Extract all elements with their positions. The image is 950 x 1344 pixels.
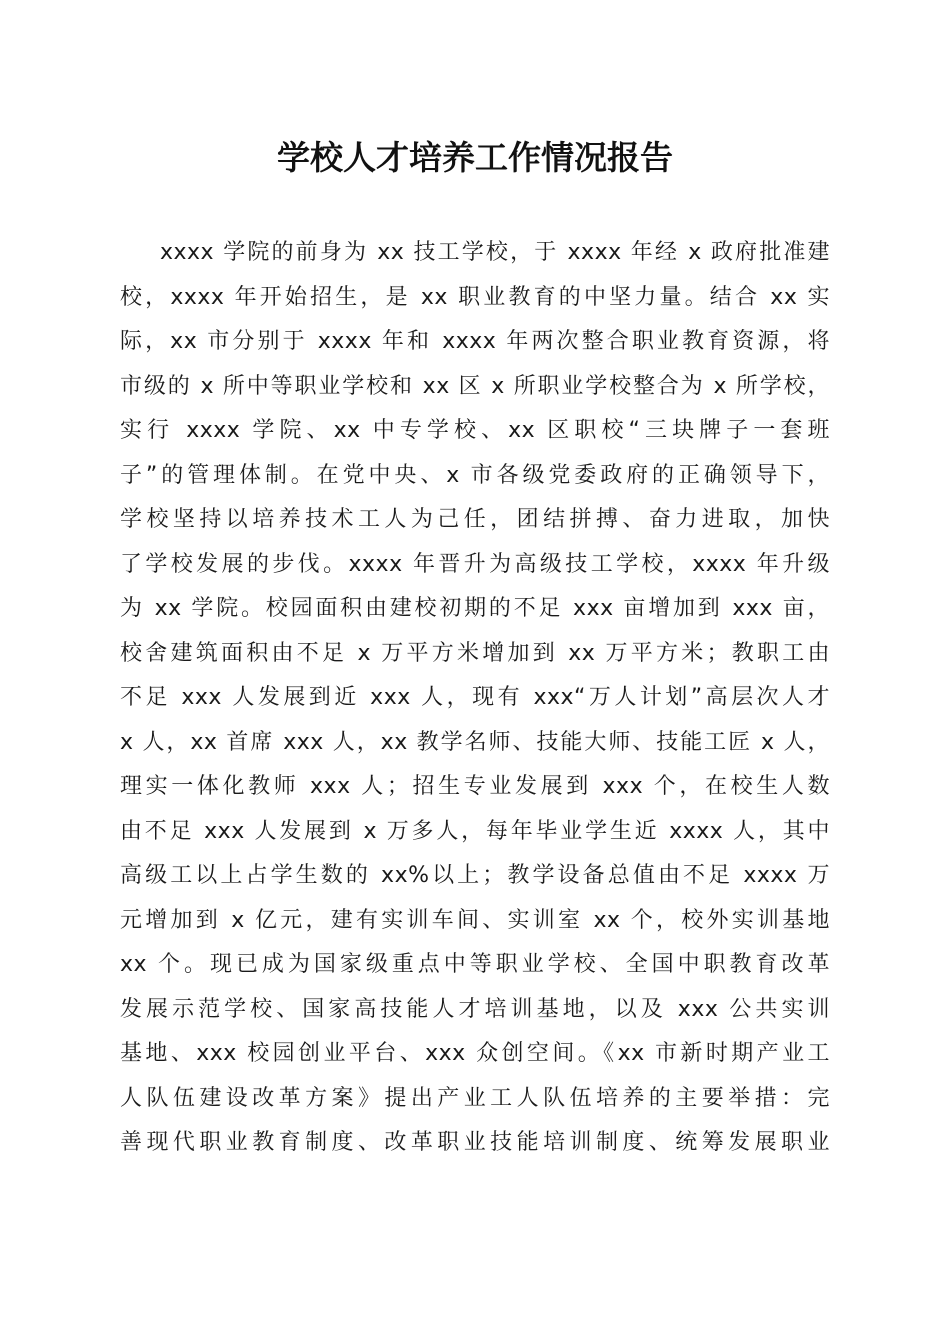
paragraph-line: 实行 xxxx 学院、xx 中专学校、xx 区职校“三块牌子一套班 bbox=[120, 418, 830, 443]
paragraph-line: 子”的管理体制。在党中央、x 市各级党委政府的正确领导下， bbox=[120, 462, 830, 488]
paragraph-line: 学校坚持以培养技术工人为己任，团结拼搏、奋力进取，加快 bbox=[120, 507, 830, 532]
paragraph-line: x 人，xx 首席 xxx 人，xx 教学名师、技能大师、技能工匠 x 人， bbox=[120, 729, 830, 755]
paragraph-line: 善现代职业教育制度、改革职业技能培训制度、统筹发展职业 bbox=[120, 1130, 830, 1155]
paragraph-line: 校舍建筑面积由不足 x 万平方米增加到 xx 万平方米；教职工由 bbox=[120, 640, 830, 666]
paragraph-line: xxxx 学院的前身为 xx 技工学校，于 xxxx 年经 x 政府批准建 bbox=[160, 240, 830, 265]
paragraph-line: 不足 xxx 人发展到近 xxx 人，现有 xxx“万人计划”高层次人才 bbox=[120, 685, 830, 710]
paragraph-line: xx 个。现已成为国家级重点中等职业学校、全国中职教育改革 bbox=[120, 952, 830, 977]
paragraph-line: 高级工以上占学生数的 xx%以上；教学设备总值由不足 xxxx 万 bbox=[120, 863, 830, 888]
paragraph-line: 际，xx 市分别于 xxxx 年和 xxxx 年两次整合职业教育资源，将 bbox=[120, 329, 830, 354]
paragraph-line: 校，xxxx 年开始招生，是 xx 职业教育的中坚力量。结合 xx 实 bbox=[120, 284, 830, 310]
paragraph-line: 基地、xxx 校园创业平台、xxx 众创空间。《xx 市新时期产业工 bbox=[120, 1041, 830, 1066]
paragraph-line: 理实一体化教师 xxx 人；招生专业发展到 xxx 个，在校生人数 bbox=[120, 774, 830, 799]
document-title: 学校人才培养工作情况报告 bbox=[277, 138, 673, 177]
paragraph-line: 元增加到 x 亿元，建有实训车间、实训室 xx 个，校外实训基地 bbox=[120, 907, 830, 933]
paragraph-line: 了学校发展的步伐。xxxx 年晋升为高级技工学校，xxxx 年升级 bbox=[120, 551, 830, 577]
paragraph-line: 市级的 x 所中等职业学校和 xx 区 x 所职业学校整合为 x 所学校， bbox=[120, 373, 830, 399]
body-paragraph bbox=[120, 231, 830, 1166]
paragraph-line: 由不足 xxx 人发展到 x 万多人，每年毕业学生近 xxxx 人，其中 bbox=[120, 818, 830, 844]
paragraph-line: 发展示范学校、国家高技能人才培训基地，以及 xxx 公共实训 bbox=[120, 996, 830, 1022]
paragraph-line: 为 xx 学院。校园面积由建校初期的不足 xxx 亩增加到 xxx 亩， bbox=[120, 596, 830, 621]
paragraph-line: 人队伍建设改革方案》提出产业工人队伍培养的主要举措：完 bbox=[120, 1085, 830, 1111]
